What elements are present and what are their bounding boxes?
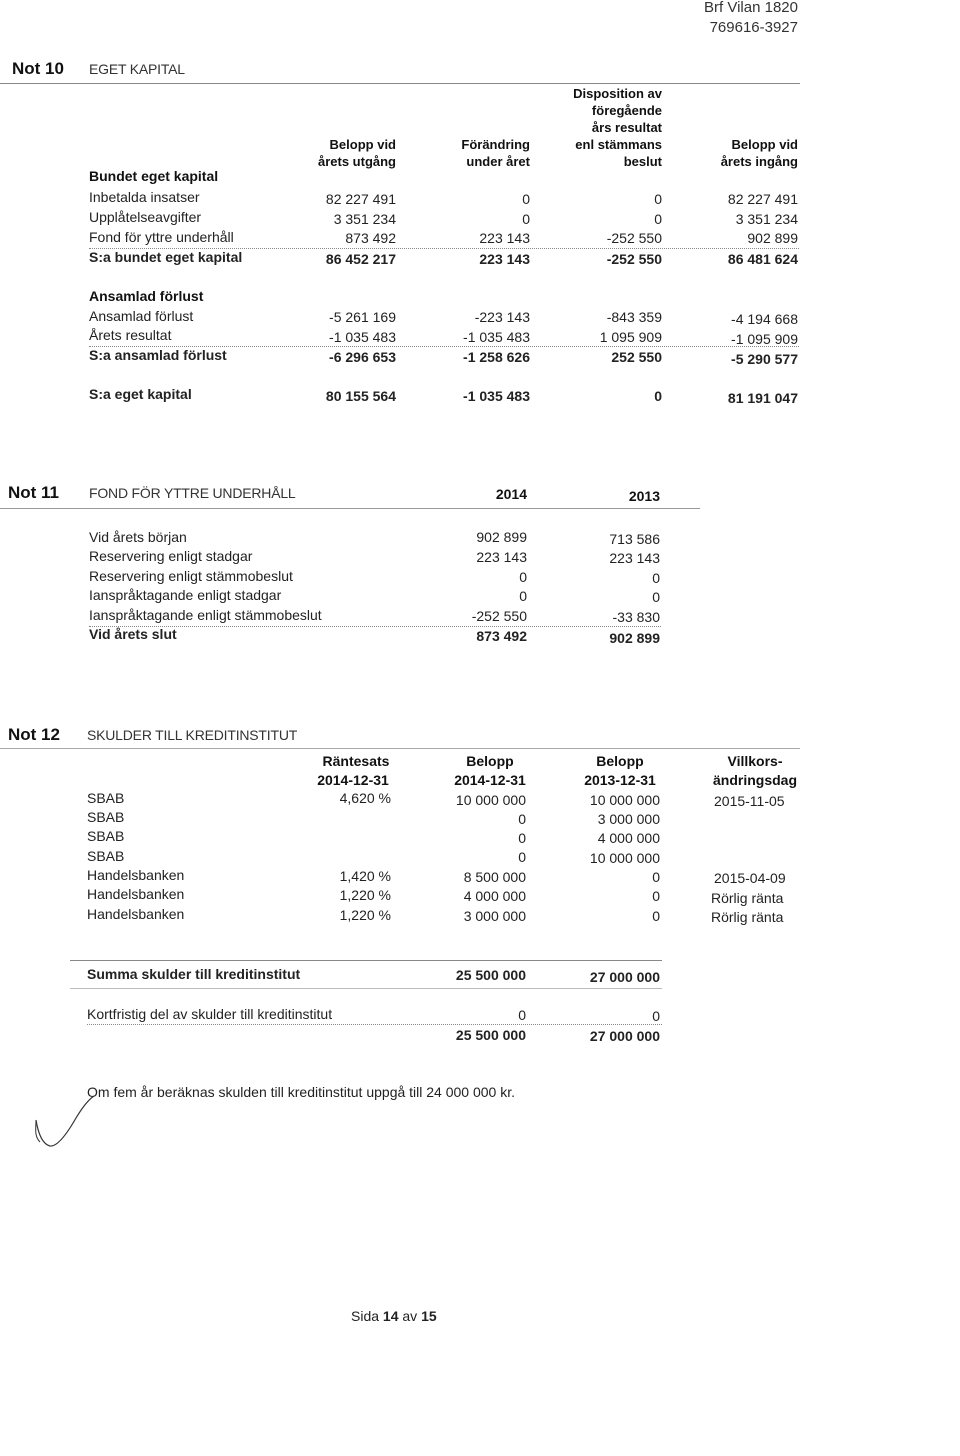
n12-col-header-rate: Räntesats 2014-12-31 bbox=[317, 753, 390, 788]
n10-col-header-4: Belopp vid årets ingång bbox=[720, 137, 798, 169]
n12-col-header-amount-2014: Belopp 2014-12-31 bbox=[454, 753, 526, 788]
note-11-title: FOND FÖR YTTRE UNDERHÅLL bbox=[89, 485, 296, 501]
note-10-number: Not 10 bbox=[12, 59, 64, 78]
org-header bbox=[704, 0, 798, 38]
note-10-rule bbox=[0, 83, 800, 84]
note-11-number: Not 11 bbox=[8, 483, 60, 502]
handwritten-check-mark bbox=[28, 1092, 98, 1162]
org-name: Brf Vilan 1820 bbox=[704, 0, 798, 16]
org-number: 769616-3927 bbox=[709, 19, 798, 36]
n10-col-header-1: Belopp vid årets utgång bbox=[317, 137, 396, 169]
note-10-title: EGET KAPITAL bbox=[89, 61, 185, 77]
note-12-rule bbox=[0, 748, 800, 749]
n12-footnote: Om fem år beräknas skulden till kreditinstitut uppgå till 24 000 000 kr. bbox=[87, 1084, 515, 1100]
n10-section2-title: Ansamlad förlust bbox=[89, 288, 204, 304]
note-12-title: SKULDER TILL KREDITINSTITUT bbox=[87, 727, 298, 743]
n10-col-header-3: Disposition av föregående års resultat enl stämmans beslut bbox=[573, 86, 662, 169]
page-footer: Sida 14 av 15 bbox=[351, 1308, 437, 1324]
note-12-number: Not 12 bbox=[8, 725, 60, 744]
n10-col-header-2: Förändring under året bbox=[461, 137, 530, 169]
n12-short-term-rule bbox=[87, 1024, 662, 1025]
n12-col-header-renegotiation: Villkors- ändringsdag bbox=[712, 753, 797, 788]
n12-sum-top-rule bbox=[70, 960, 662, 961]
n10-section1-title: Bundet eget kapital bbox=[89, 168, 219, 184]
n12-col-header-amount-2013: Belopp 2013-12-31 bbox=[584, 753, 656, 788]
n12-sum-bottom-rule bbox=[70, 988, 662, 989]
n11-col-2013: 2013 bbox=[628, 488, 660, 504]
note-11-rule bbox=[0, 508, 700, 509]
n11-col-2014: 2014 bbox=[495, 486, 527, 502]
